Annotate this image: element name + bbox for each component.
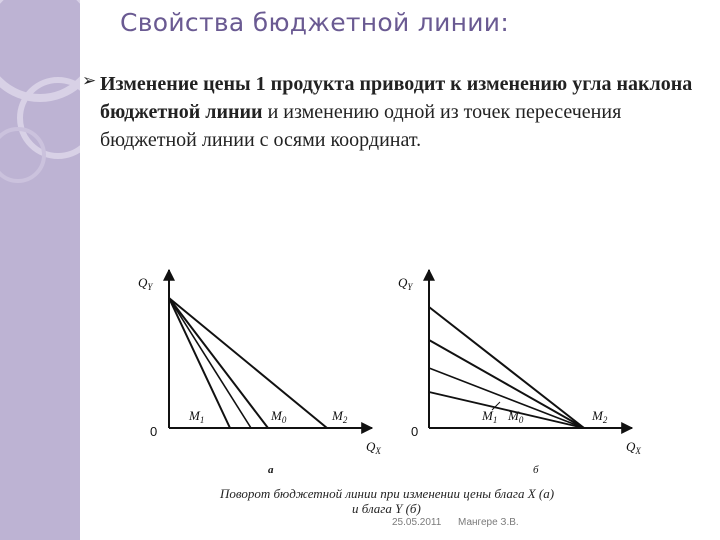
left-panel [138,270,381,476]
right-y-axis-label: $Q_Y$ [398,275,413,292]
bullet-bold-text: Изменение цены 1 продукта приводит к изменению угла наклона бюджетной линии [100,73,693,123]
right-panel-label: б [533,464,539,476]
right-label-m0: $M_0$ [508,408,524,425]
left-budget-line-m-inner [169,298,251,428]
right-x-axis-label: $Q_X$ [626,439,641,456]
left-origin-label: 0 [150,424,158,439]
figure-caption-line-1: Поворот бюджетной линии при изменении цены блага X (а) [220,486,555,501]
slide-title: Свойства бюджетной линии: [120,8,510,37]
left-label-m2: $M_2$ [332,408,348,425]
right-panel [398,270,641,476]
right-label-m2: $M_2$ [592,408,608,425]
left-panel-label: а [268,464,274,476]
arrow-bullet-icon: ➢ [82,71,97,91]
bullet-regular-text: и изменению одной из точек пересечения бюджетной линии с осями координат. [100,101,622,151]
right-origin-label: 0 [411,424,419,439]
left-label-m0: $M_0$ [271,408,287,425]
right-budget-line-2 [429,340,584,428]
footer-author: Мангере З.В. [458,517,519,528]
right-label-m1: $M_1$ [482,408,498,425]
figure-caption [220,486,554,516]
figure-caption-line-2: и блага Y (б) [352,501,421,516]
footer-date: 25.05.2011 [392,517,442,528]
left-budget-line-m0 [169,298,268,428]
left-y-axis-label: $Q_Y$ [138,275,153,292]
left-label-m1: $M_1$ [189,408,205,425]
left-x-axis-label: $Q_X$ [366,439,381,456]
